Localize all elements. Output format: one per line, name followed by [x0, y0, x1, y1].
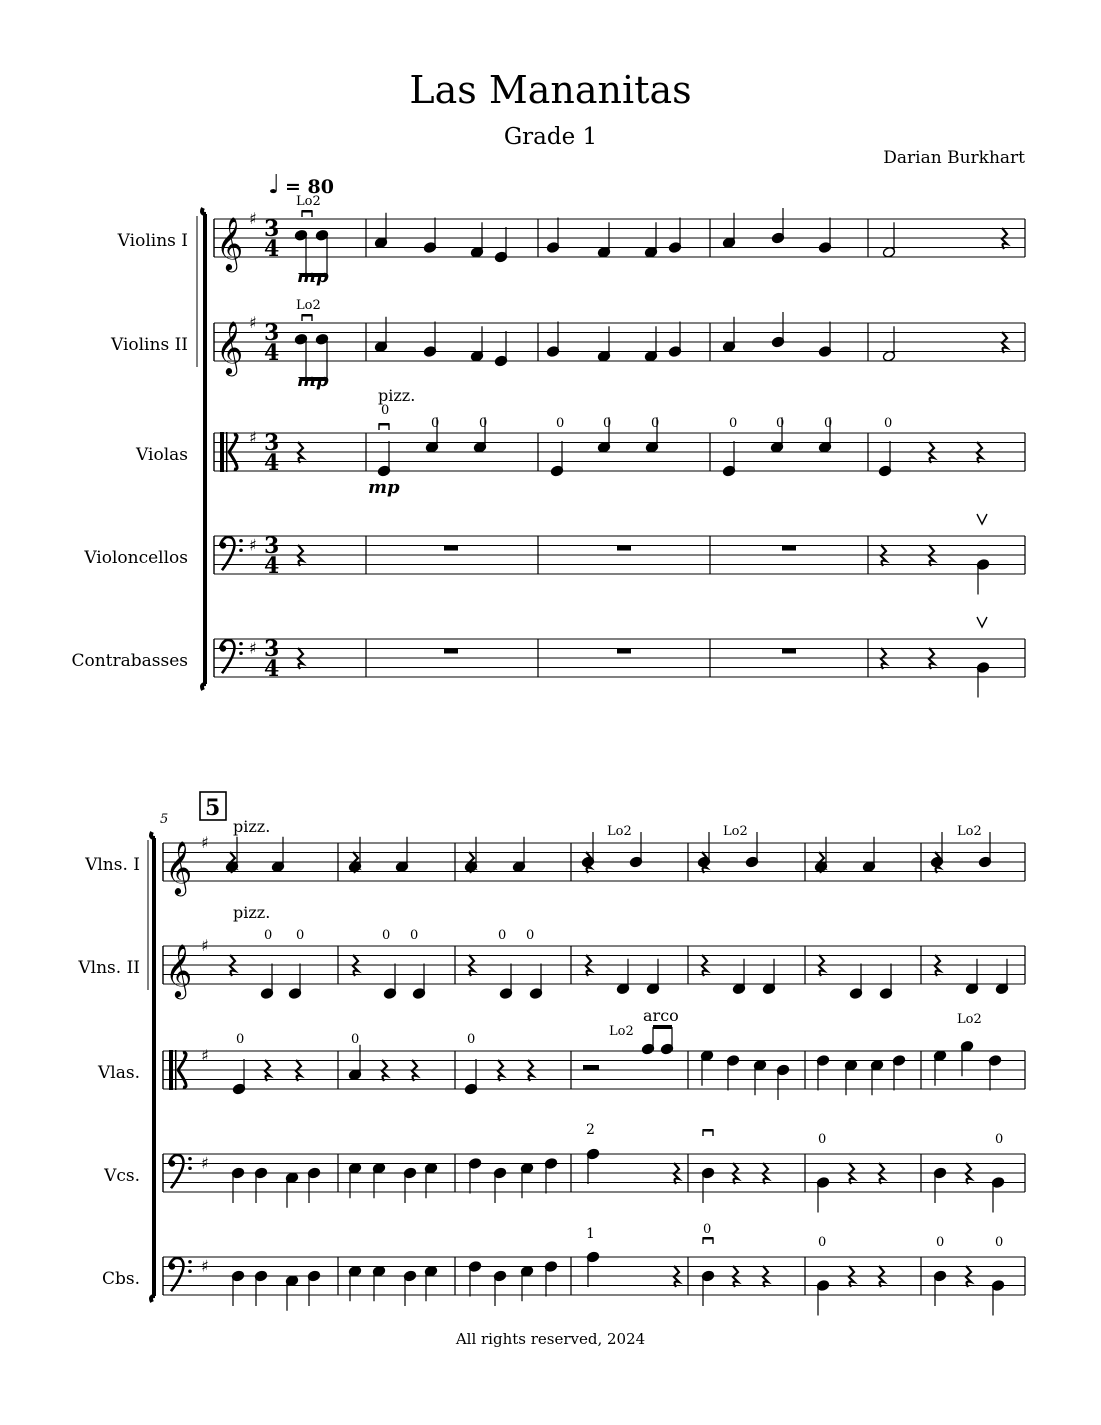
up-bow-icon: [977, 514, 987, 524]
key-sharp-icon: ♯: [201, 1256, 209, 1276]
bass-clef-icon: [169, 1263, 175, 1269]
fingering-zero: 0: [995, 1235, 1004, 1250]
half-rest: [583, 1065, 599, 1070]
down-bow-icon: [302, 210, 312, 213]
system-bracket: [151, 832, 155, 1302]
alto-clef-icon: [169, 1050, 173, 1090]
time-sig-den: 4: [264, 236, 280, 262]
fingering-lo2: Lo2: [607, 824, 632, 839]
down-bow-icon: [302, 314, 312, 317]
fingering-zero: 0: [381, 403, 390, 418]
fingering-zero: 0: [382, 928, 391, 943]
fingering-zero: 0: [479, 416, 488, 431]
down-bow-icon: [703, 1129, 713, 1132]
whole-rest: [617, 546, 631, 551]
fingering-zero: 0: [556, 416, 565, 431]
key-sharp-icon: ♯: [201, 936, 209, 955]
instrument-label: Vcs.: [104, 1166, 140, 1186]
bass-clef-icon: [239, 651, 243, 655]
bass-clef-icon: [239, 642, 243, 646]
bass-clef-icon: [188, 1157, 192, 1161]
composer-name: Darian Burkhart: [883, 148, 1025, 168]
bass-clef-icon: [220, 537, 234, 570]
time-sig-num: 3: [264, 533, 280, 559]
fingering-zero: 0: [431, 416, 440, 431]
instrument-label: Vlns. II: [78, 958, 140, 978]
time-sig-num: 3: [264, 216, 280, 242]
fingering-zero: 0: [651, 416, 660, 431]
fingering-lo2: Lo2: [957, 824, 982, 839]
whole-rest: [782, 649, 796, 654]
fingering-one: 1: [586, 1226, 595, 1242]
bass-clef-icon: [169, 1258, 183, 1291]
fingering-zero: 0: [467, 1032, 476, 1047]
fingering-zero: 0: [264, 928, 273, 943]
fingering-zero: 0: [818, 1132, 827, 1147]
fingering-lo2: Lo2: [296, 194, 321, 209]
key-sharp-icon: ♯: [201, 833, 209, 852]
key-sharp-icon: ♯: [249, 428, 257, 447]
instrument-label: Cbs.: [101, 1269, 140, 1289]
score-subtitle: Grade 1: [503, 124, 598, 150]
instrument-label: Violoncellos: [84, 548, 188, 568]
alto-clef-icon: [175, 1050, 177, 1090]
key-sharp-icon: ♯: [249, 638, 257, 658]
key-sharp-icon: ♯: [249, 313, 257, 332]
treble-clef-icon: 𝄞: [165, 840, 193, 894]
instrument-label: Violins I: [117, 231, 188, 251]
treble-clef-icon: 𝄞: [165, 943, 193, 997]
fingering-zero: 0: [351, 1032, 360, 1047]
fingering-zero: 0: [936, 1235, 945, 1250]
fingering-zero: 0: [729, 416, 738, 431]
fingering-zero: 0: [884, 416, 893, 431]
key-sharp-icon: ♯: [201, 1046, 209, 1065]
bass-clef-icon: [220, 640, 234, 673]
time-sig-den: 4: [264, 450, 280, 476]
key-sharp-icon: ♯: [249, 209, 257, 228]
instrument-label: Vlas.: [98, 1063, 140, 1083]
bass-clef-icon: [220, 645, 226, 651]
whole-rest: [444, 546, 458, 551]
bass-clef-icon: [188, 1260, 192, 1264]
dynamic-mp: mp: [297, 266, 329, 287]
pizz-text: pizz.: [233, 817, 271, 836]
fingering-lo2: Lo2: [723, 824, 748, 839]
key-sharp-icon: ♯: [249, 535, 257, 555]
score-title: Las Mananitas: [409, 68, 692, 112]
whole-rest: [444, 649, 458, 654]
fingering-zero: 0: [296, 928, 305, 943]
time-sig-den: 4: [264, 553, 280, 579]
fingering-zero: 0: [410, 928, 419, 943]
bass-clef-icon: [239, 539, 243, 543]
fingering-zero: 0: [995, 1132, 1004, 1147]
time-sig-num: 3: [264, 430, 280, 456]
down-bow-icon: [703, 1237, 713, 1240]
time-sig-num: 3: [264, 320, 280, 346]
bass-clef-icon: [239, 548, 243, 552]
measure-number: 5: [160, 812, 169, 827]
bass-clef-icon: [188, 1166, 192, 1170]
fingering-zero: 0: [703, 1222, 712, 1237]
whole-rest: [617, 649, 631, 654]
bass-clef-icon: [169, 1155, 183, 1188]
time-sig-den: 4: [264, 656, 280, 682]
arco-text: arco: [643, 1006, 679, 1025]
up-bow-icon: [977, 617, 987, 627]
dynamic-mp: mp: [368, 477, 400, 498]
fingering-zero: 0: [603, 416, 612, 431]
fingering-lo2: Lo2: [296, 298, 321, 313]
down-bow-icon: [379, 423, 389, 426]
bass-clef-icon: [188, 1269, 192, 1273]
key-sharp-icon: ♯: [201, 1153, 209, 1173]
fingering-two: 2: [586, 1122, 595, 1138]
fingering-zero: 0: [776, 416, 785, 431]
instrument-label: Violins II: [110, 335, 188, 355]
instrument-label: Contrabasses: [71, 651, 188, 671]
fingering-lo2: Lo2: [957, 1012, 982, 1027]
dynamic-mp: mp: [297, 370, 329, 391]
alto-clef-icon: [226, 432, 228, 472]
tempo-note-icon: ♩: [268, 170, 281, 200]
time-sig-den: 4: [264, 340, 280, 366]
instrument-label: Violas: [136, 445, 188, 465]
fingering-zero: 0: [818, 1235, 827, 1250]
fingering-zero: 0: [498, 928, 507, 943]
instrument-label: Vlns. I: [85, 855, 140, 875]
pizz-text: pizz.: [233, 903, 271, 922]
pizz-text: pizz.: [378, 386, 416, 405]
whole-rest: [782, 546, 796, 551]
fingering-lo2: Lo2: [609, 1024, 634, 1039]
treble-clef-icon: 𝄞: [216, 216, 244, 270]
fingering-zero: 0: [236, 1032, 245, 1047]
bass-clef-icon: [220, 542, 226, 548]
beam: [653, 1025, 672, 1029]
rehearsal-mark: 5: [205, 795, 221, 821]
fingering-zero: 0: [526, 928, 535, 943]
fingering-zero: 0: [824, 416, 833, 431]
alto-clef-icon: [220, 432, 224, 472]
tempo-marking: = 80: [285, 176, 334, 198]
time-sig-num: 3: [264, 636, 280, 662]
copyright-footer: All rights reserved, 2024: [455, 1330, 646, 1348]
system-bracket: [202, 208, 206, 690]
bass-clef-icon: [169, 1160, 175, 1166]
treble-clef-icon: 𝄞: [216, 320, 244, 374]
